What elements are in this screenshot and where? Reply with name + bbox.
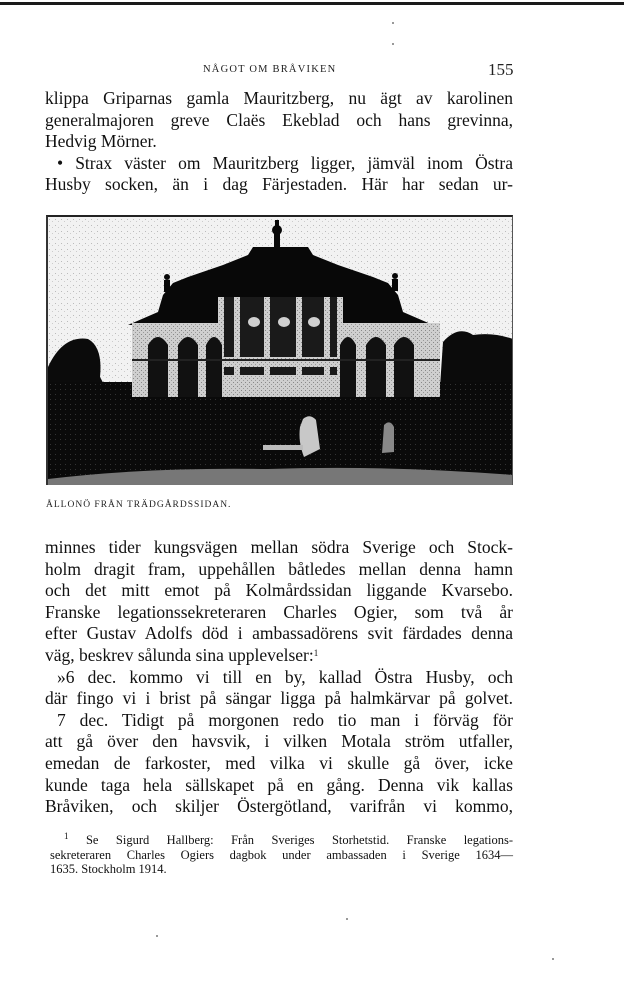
- text-line: där fingo vi i brist på sängar ligga på halmkärvar på golvet.: [45, 688, 513, 709]
- scan-speck: [156, 935, 158, 937]
- text-line: efter Gustav Adolfs död i ambassadörens svit färdades denna: [45, 623, 513, 644]
- text-line: Husby socken, än i dag Färjestaden. Här har sedan ur-: [45, 174, 513, 195]
- text-line: • Strax väster om Mauritzberg ligger, jämväl inom Östra: [57, 152, 513, 173]
- scan-speck: [552, 958, 554, 960]
- body-text-top: [45, 88, 513, 196]
- footnote-line: sekreteraren Charles Ogiers dagbok under ambassaden i Sverige 1634—: [50, 847, 513, 862]
- footnote-line: 1635. Stockholm 1914.: [50, 862, 167, 876]
- text-line: att gå över den havsvik, i vilken Motala ström utfaller,: [45, 731, 513, 752]
- text-line: holm dragit fram, uppehållen båtledes mellan denna hamn: [45, 558, 513, 579]
- scan-speck: [346, 918, 348, 920]
- text-line: minnes tider kungsvägen mellan södra Sverige och Stock-: [45, 537, 513, 557]
- palace-photograph: [46, 215, 513, 485]
- footnotes: [50, 833, 513, 877]
- page-number: 155: [488, 60, 514, 79]
- page-top-edge: [0, 2, 624, 5]
- text-line-with-footnote-ref: väg, beskrev sålunda sina upplevelser:$^1$: [45, 644, 319, 665]
- scan-speck: [392, 43, 394, 45]
- text-line: Bråviken, och skiljer Östergötland, varifrån vi kommo,: [45, 796, 513, 817]
- figure-caption: ÅLLONÖ FRÅN TRÄDGÅRDSSIDAN.: [46, 500, 232, 510]
- footnote-line: $^1$ Se Sigurd Hallberg: Från Sveriges Storhetstid. Franske legations-: [64, 831, 513, 847]
- text-line: klippa Griparnas gamla Mauritzberg, nu ägt av karolinen: [45, 88, 513, 108]
- text-line: och det mitt emot på Kolmårdssidan liggande Kvarsebo.: [45, 580, 513, 601]
- text-line: emedan de farkoster, med vilka vi skulle gå över, icke: [45, 752, 513, 773]
- text-line: 7 dec. Tidigt på morgonen redo tio man i förväg för: [57, 709, 513, 730]
- running-head: NÅGOT OM BRÅVIKEN: [203, 64, 337, 75]
- text-line: Hedvig Mörner.: [45, 131, 157, 152]
- text-line: generalmajoren greve Claës Ekeblad och hans grevinna,: [45, 109, 513, 130]
- scan-speck: [392, 22, 394, 24]
- footnote-marker: 1: [64, 831, 69, 841]
- text-line: »6 dec. kommo vi till en by, kallad Östra Husby, och: [57, 666, 513, 687]
- text-line: kunde taga hela sällskapet på en gång. Denna vik kallas: [45, 774, 513, 795]
- text-line: Franske legationssekreteraren Charles Ogier, som två år: [45, 601, 513, 622]
- body-text-bottom: [45, 537, 513, 818]
- palace-image-icon: [48, 217, 513, 485]
- footnote-reference[interactable]: 1: [313, 647, 319, 658]
